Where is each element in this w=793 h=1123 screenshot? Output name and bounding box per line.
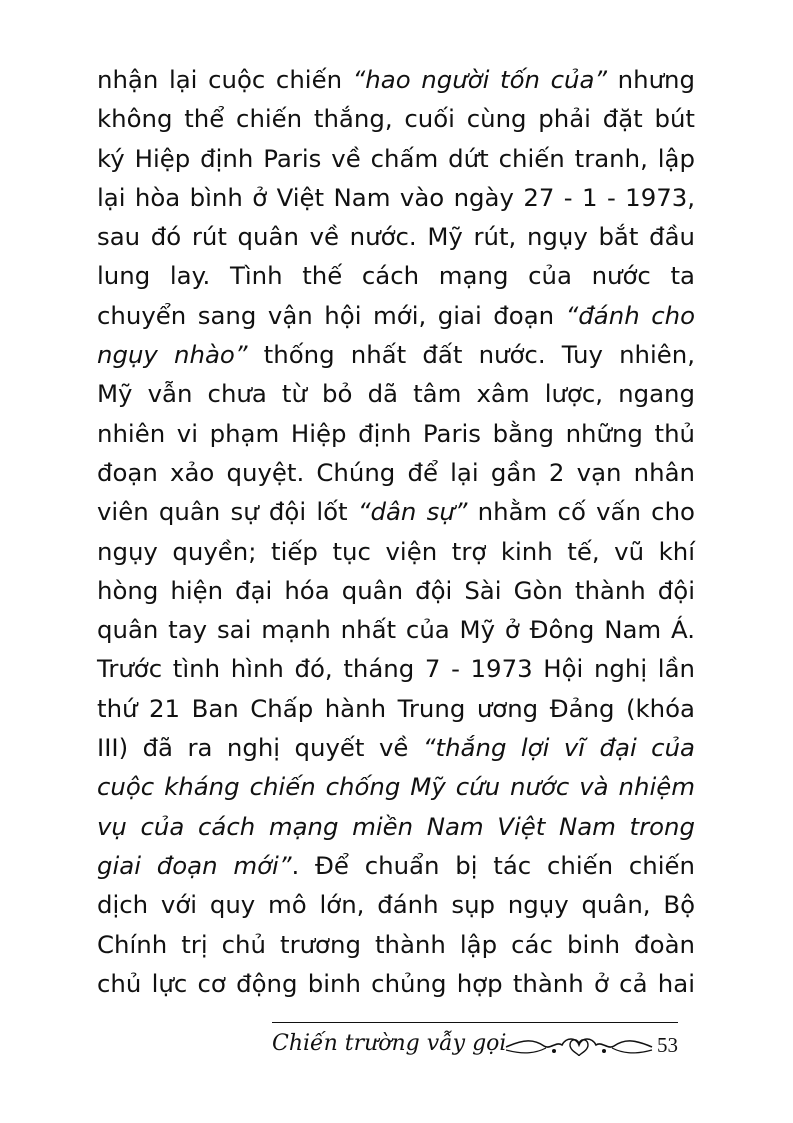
text-run: chuyển sang vận hội mới, giai đoạn [97, 300, 566, 330]
text-run: không thể chiến thắng, cuối cùng phải đặt bút [97, 104, 695, 134]
text-run: quân tay sai mạnh nhất của Mỹ ở Đông Nam Á. [97, 615, 695, 645]
text-line [97, 374, 695, 413]
text-run: III) đã ra nghị quyết về [97, 733, 423, 763]
text-line [97, 139, 695, 178]
text-run: Trước tình hình đó, tháng 7 - 1973 Hội nghị lần [97, 654, 695, 684]
text-line [97, 649, 695, 688]
italic-quote: cuộc kháng chiến chống Mỹ cứu nước và nhiệm [97, 772, 695, 802]
page-number: 53 [657, 1033, 678, 1057]
text-line [97, 414, 695, 453]
body-text [97, 60, 695, 1003]
text-run: nhưng [607, 65, 695, 94]
text-line [97, 60, 695, 99]
running-footer [272, 1027, 678, 1067]
text-line [97, 925, 695, 964]
text-run: hòng hiện đại hóa quân đội Sài Gòn thành đội [97, 575, 695, 605]
text-line [97, 571, 695, 610]
text-run: chủ lực cơ động binh chủng hợp thành ở cả hai [97, 968, 695, 998]
text-run: đoạn xảo quyệt. Chúng để lại gần 2 vạn nhân [97, 457, 695, 487]
text-run: nhằm cố vấn cho [467, 497, 695, 527]
text-run: sau đó rút quân về nước. Mỹ rút, ngụy bắt đầu [97, 222, 695, 252]
text-run: thứ 21 Ban Chấp hành Trung ương Đảng (khóa [97, 693, 695, 723]
italic-quote: vụ của cách mạng miền Nam Việt Nam trong [97, 811, 695, 841]
text-line [97, 492, 695, 531]
footer-book-title: Chiến trường vẫy gọi [272, 1031, 507, 1056]
text-line [97, 217, 695, 256]
italic-quote: giai đoạn mới” [97, 850, 292, 880]
text-run: lại hòa bình ở Việt Nam vào ngày 27 - 1 - 1973, [97, 182, 695, 212]
text-run: Mỹ vẫn chưa từ bỏ dã tâm xâm lược, ngang [97, 379, 695, 409]
italic-quote: “dân sự” [357, 497, 468, 527]
text-run: viên quân sự đội lốt [97, 497, 358, 527]
text-line [97, 964, 695, 1003]
italic-quote: “hao người tốn của” [352, 65, 608, 94]
text-line [97, 689, 695, 728]
text-line [97, 335, 695, 374]
flourish-ornament-icon [504, 1033, 654, 1059]
text-run: dịch với quy mô lớn, đánh sụp ngụy quân, Bộ [97, 890, 695, 920]
text-line [97, 610, 695, 649]
text-line [97, 256, 695, 295]
italic-quote: ngụy nhào” [97, 340, 248, 370]
text-run: nhận lại cuộc chiến [97, 65, 353, 94]
footer-rule [272, 1022, 678, 1023]
text-line [97, 885, 695, 924]
text-run: thống nhất đất nước. Tuy nhiên, [247, 340, 695, 370]
italic-quote: “đánh cho [565, 300, 695, 330]
text-run: nhiên vi phạm Hiệp định Paris bằng những thủ [97, 418, 695, 448]
text-line [97, 178, 695, 217]
text-run: lung lay. Tình thế cách mạng của nước ta [97, 261, 695, 291]
text-line [97, 99, 695, 138]
text-line [97, 453, 695, 492]
text-line [97, 767, 695, 806]
text-line [97, 728, 695, 767]
text-run: ngụy quyền; tiếp tục viện trợ kinh tế, vũ khí [97, 536, 695, 566]
italic-quote: “thắng lợi vĩ đại của [422, 733, 696, 763]
text-line [97, 532, 695, 571]
text-run: Chính trị chủ trương thành lập các binh đoàn [97, 929, 695, 959]
text-line [97, 296, 695, 335]
text-run: . Để chuẩn bị tác chiến chiến [291, 850, 695, 880]
text-line [97, 846, 695, 885]
text-line [97, 807, 695, 846]
text-run: ký Hiệp định Paris về chấm dứt chiến tranh, lập [97, 143, 695, 173]
